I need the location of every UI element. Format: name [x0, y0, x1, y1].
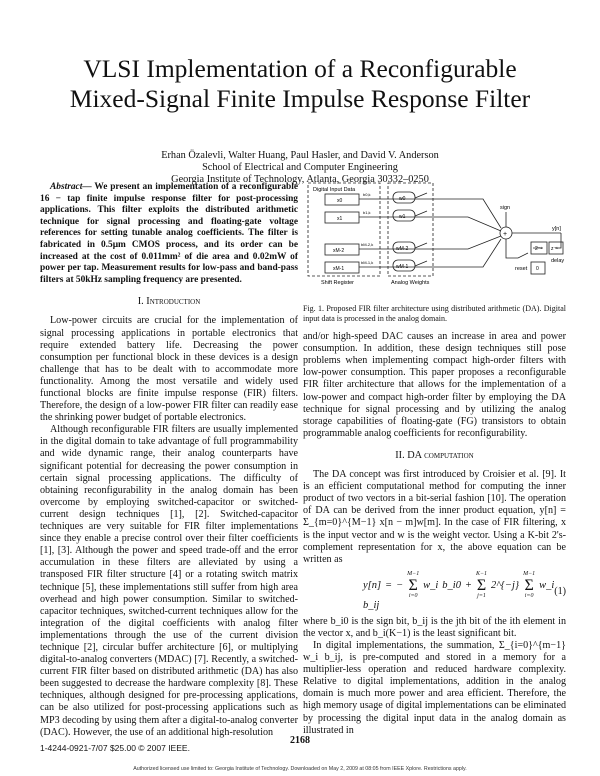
paragraph: and/or high-speed DAC causes an increase in area and power consumption. In addition, these design techniques still pose problems when implementing compact high-order filters with low-power consumption. This paper proposes a reconfigurable FIR filter architecture that allows for the implementation of a low-power and compact high-order filter by employing the DA technique for signal processing and by utilizing the analog storage capabilities of floating-gate (FG) transistors to obtain programmable analog coefficients for reconfigurability. — [303, 331, 566, 439]
label-x0: x0 — [337, 198, 343, 204]
page-number: 2168 — [290, 735, 310, 746]
sum-lower: i=0 — [408, 593, 418, 600]
abstract-text: — We present an implementation of a reconfigurable 16 − tap finite impulse response filter for post-processing applications. This filter exploits the distributed arithmetic technique for signal processing and floating-gate voltage references for setting tunable analog coefficients. The filter is fabricated in 0.5μm CMOS process, and its order can be increased at the cost of 0.011mm² of die area and 0.02mW of power per tap. Measurement results for low-pass and band-pass filters at 50kHz sampling frequency are presented. — [40, 182, 298, 285]
copyright-isbn: 1-4244-0921-7/07 $25.00 © 2007 IEEE. — [40, 743, 190, 753]
label-shift-register: Shift Register — [321, 280, 355, 286]
title-line-2: Mixed-Signal Finite Impulse Response Filter — [69, 84, 531, 113]
eq-lhs: y[n] = − — [363, 580, 404, 592]
eq-term: w_i b_ij — [363, 580, 555, 612]
sum-1: M−1 Σ i=0 — [407, 571, 420, 600]
paper-title — [0, 54, 600, 114]
label-bm2: bM-2,k — [361, 242, 374, 247]
paragraph: The DA concept was first introduced by Croisier et al. [9]. It is an efficient computational method for computing the inner product of two vectors in a bit-serial fashion [10]. The operation of DA can be derived from the inner product equation, y[n] = Σ_{m=0}^{M−1} x[n − m]w[m]. In the case of FIR filtering, x is the input vector and w is the weight vector. Using a K-bit 2's-complement representation for x, the above equation can be written as — [303, 469, 566, 565]
label-xm2: xM-2 — [333, 248, 345, 254]
figure-1-caption: Fig. 1. Proposed FIR filter architecture using distributed arithmetic (DA). Digital input data is processed in the analog domain. — [303, 304, 566, 323]
label-b0: b0,k — [363, 192, 371, 197]
sum-upper: M−1 — [523, 571, 536, 578]
label-b1: b1,k — [363, 210, 371, 215]
section-heading-da-computation — [303, 450, 566, 462]
label-bm1: bM-1,k — [361, 260, 374, 265]
abstract-label: Abstract — [50, 182, 83, 192]
paragraph: Low-power circuits are crucial for the implementation of signal processing applications in portable electronics that require extended battery life. Decreasing the power consumption per functional block in these devices is a design challenge that has to be dealt with to accommodate more functionality. Among the most versatile and widely used functional blocks are finite impulse response (FIR) filters. Therefore, the design of a low-power FIR filter can readily ease the shrinking power budget of portable electronics. — [40, 315, 298, 424]
abstract — [40, 182, 298, 286]
left-column — [40, 182, 298, 739]
label-output: y[n] — [552, 226, 561, 232]
equation-number: (1) — [554, 585, 566, 597]
label-x1: x1 — [337, 216, 343, 222]
label-w0: w0 — [399, 196, 406, 202]
title-line-1: VLSI Implementation of a Reconfigurable — [83, 54, 517, 83]
section-title: Introduction — [146, 296, 201, 308]
analog-weights-box — [388, 183, 433, 276]
label-adder: + — [503, 231, 508, 238]
label-sign: sign — [500, 205, 511, 211]
paragraph: where b_i0 is the sign bit, b_ij is the jth bit of the ith element in the vector x, and b_i(K−1) is the least significant bit. — [303, 615, 566, 639]
author-names: Erhan Özalevli, Walter Huang, Paul Hasler, and David V. Anderson — [161, 150, 439, 161]
label-w1: w1 — [399, 214, 406, 220]
equation-1 — [303, 571, 566, 612]
section-number: II. — [395, 449, 405, 461]
label-half: 2⁻¹ — [535, 246, 543, 252]
paragraph: In digital implementations, the summation, Σ_{i=0}^{m−1} w_i b_ij, is pre-computed and stored in a memory for a multiplier-less operation and reduced hardware complexity. Relative to digital implementations, addition in the analog domain is much more power and area efficient. Therefore, the high memory usage of digital implementations can be eliminated by processing the digital input data in the analog domain as illustrated in — [303, 639, 566, 736]
label-wm1: wM-1 — [396, 264, 409, 270]
label-analog-weights: Analog Weights — [391, 280, 430, 286]
right-column — [303, 178, 566, 737]
sum-3: M−1 Σ i=0 — [523, 571, 536, 600]
figure-1-diagram — [303, 178, 566, 288]
label-delay-element: z⁻¹ — [551, 246, 558, 252]
label-delay: delay — [551, 258, 565, 264]
sum-lower: j=1 — [477, 593, 486, 600]
label-xm1: xM-1 — [333, 266, 345, 272]
affiliation-school: School of Electrical and Computer Engineering — [202, 162, 398, 173]
eq-term: w_i b_i0 + — [423, 580, 473, 592]
equation-body — [363, 571, 554, 612]
affiliation-institute: Georgia Institute of Technology, Atlanta, Georgia 30332–0250 — [171, 174, 429, 185]
section-title: DA computation — [407, 449, 474, 461]
sum-2: K−1 Σ j=1 — [475, 571, 488, 600]
sum-upper: M−1 — [407, 571, 420, 578]
label-zero: 0 — [536, 266, 539, 272]
section-heading-introduction — [40, 296, 298, 308]
eq-term: 2^{−j} — [491, 580, 520, 592]
label-reset: reset — [515, 266, 528, 272]
sum-lower: i=0 — [524, 593, 534, 600]
label-wm2: wM-2 — [396, 246, 409, 252]
label-digital-input: Digital Input Data — [313, 187, 356, 193]
section-number: I. — [137, 296, 144, 308]
paragraph: Although reconfigurable FIR filters are usually implemented in the digital domain to take advantage of full programmability and wide dynamic range, their analog counterparts have significant potential for decreasing the power consumption in certain signal processing applications. The difficulty of obtaining reconfigurability in the analog domain has been overcome by employing switched-capacitor or switched-current design techniques [1], [2]. Switched-capacitor techniques are very suitable for FIR filter implementations since they enable a precise control over their filter coefficients [1], [3]. Although the power and speed trade-off and the error accumulation in these filters are alleviated by using a transposed FIR filter structure [4] or a rotating switch matrix technique [5], these implementations still suffer from high area overhead and high power consumption. Similar to switched-capacitor techniques, switched-current techniques allow for the integration of the digital coefficients with analog filter implementations through the use of the current division technique [2], circular buffer architecture [6], or multiplying digital-to-analog converters (MDAC) [7]. Recently, a switched-current FIR filter based on distributed arithmetic (DA) has also been suggested to decrease the hardware complexity [8]. These techniques, although designed for pre-processing applications, can be also utilized for post-processing applications such as MP3 decoding by using them after a digital-to-analog converter (DAC). However, the use of an additional high-resolution — [40, 424, 298, 738]
license-notice: Authorized licensed use limited to: Georgia Institute of Technology. Downloaded on May 2, 2009 at 08:05 from IEEE Xplore. Restrictions apply. — [133, 766, 467, 772]
sum-upper: K−1 — [475, 571, 488, 578]
